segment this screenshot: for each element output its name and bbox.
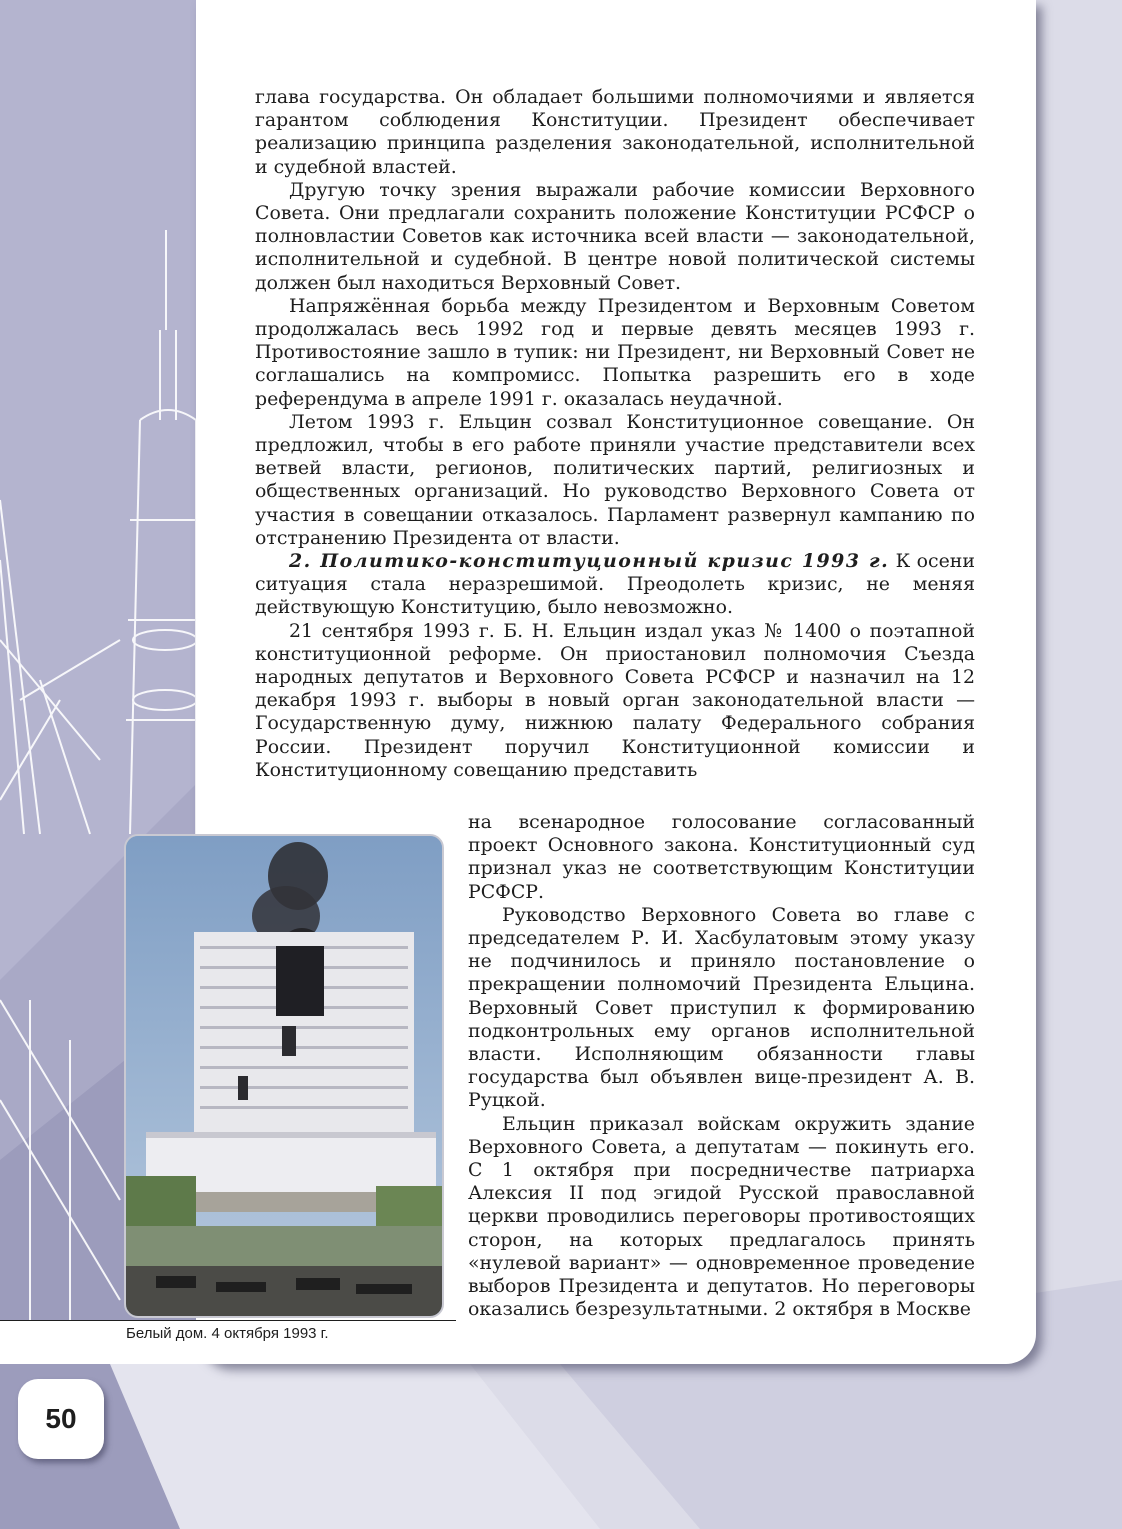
paragraph: Другую точку зрения выражали рабочие комиссии Верховного Совета. Они предлагали сохранить положение Конституции РСФСР о полновластии Советов как источника всей власти — законодательной, исполнительной и судебной. В центре новой политической системы должен был находиться Верховный Совет. — [255, 178, 975, 294]
section-lead: К осени ситуация стала неразрешимой. Преодолеть кризис, не меняя действующую Конституцию, было невозможно. — [255, 550, 975, 619]
paragraph: Ельцин приказал войскам окружить здание Верховного Совета, а депутатам — покинуть его. С 1 октября при посредничестве патриарха Алексия II под эгидой Русской православной церкви проводились переговоры противостоящих сторон, на которых предлагалось принять «нулевой вариант» — одновременное проведение выборов Президента и депутатов. Но переговоры оказались безрезультатными. 2 октября в Москве — [468, 1112, 975, 1321]
paragraph: Руководство Верховного Совета во главе с председателем Р. И. Хасбулатовым этому указу не подчинилось и приняло постановление о прекращении полномочий Президента Ельцина. Верховный Совет приступил к формированию подконтрольных ему органов исполнительной власти. Исполняющим обязанности главы государства был объявлен вице-президент А. В. Руцкой. — [468, 903, 975, 1112]
page-number: 50 — [45, 1403, 77, 1434]
paragraph-continuation: на всенародное голосование согласованный проект Основного закона. Конституционный суд признал указ не соответствующим Конституции РСФСР. — [468, 811, 975, 903]
paragraph: глава государства. Он обладает большими полномочиями и является гарантом соблюдения Конституции. Президент обеспечивает реализацию принципа разделения законодательной, исполнительной и судебной властей. — [255, 86, 975, 178]
photo-illustration — [126, 836, 442, 1316]
white-house-photo — [124, 834, 444, 1318]
caption-divider — [0, 1320, 456, 1321]
photo-caption: Белый дом. 4 октября 1993 г. — [126, 1325, 329, 1342]
paragraph: Летом 1993 г. Ельцин созвал Конституционное совещание. Он предложил, чтобы в его работе приняли участие представители всех ветвей власти, регионов, политических партий, религиозных и общественных организаций. Но руководство Верховного Совета от участия в совещании отказалось. Парламент развернул кампанию по отстранению Президента от власти. — [255, 410, 975, 549]
section-heading: 2. Политико-конституционный кризис 1993 г. — [289, 550, 890, 573]
section-paragraph — [255, 550, 975, 620]
paragraph: 21 сентября 1993 г. Б. Н. Ельцин издал указ № 1400 о поэтапной конституционной реформе. Он приостановил полномочия Съезда народных депутатов и Верховного Совета РСФСР и назначил на 12 декабря 1993 г. выборы в новый орган законодательной власти — Государственную думу, нижнюю палату Федерального собрания России. Президент поручил Конституционной комиссии и Конституционному совещанию представить — [255, 619, 975, 781]
page-number-badge — [18, 1379, 104, 1459]
paragraph: Напряжённая борьба между Президентом и Верховным Советом продолжалась весь 1992 год и первые девять месяцев 1993 г. Противостояние зашло в тупик: ни Президент, ни Верховный Совет не соглашались на компромисс. Попытка разрешить его в ходе референдума в апреле 1991 г. оказалась неудачной. — [255, 294, 975, 410]
text-column-main — [255, 86, 975, 782]
text-column-beside-photo — [468, 811, 975, 1321]
